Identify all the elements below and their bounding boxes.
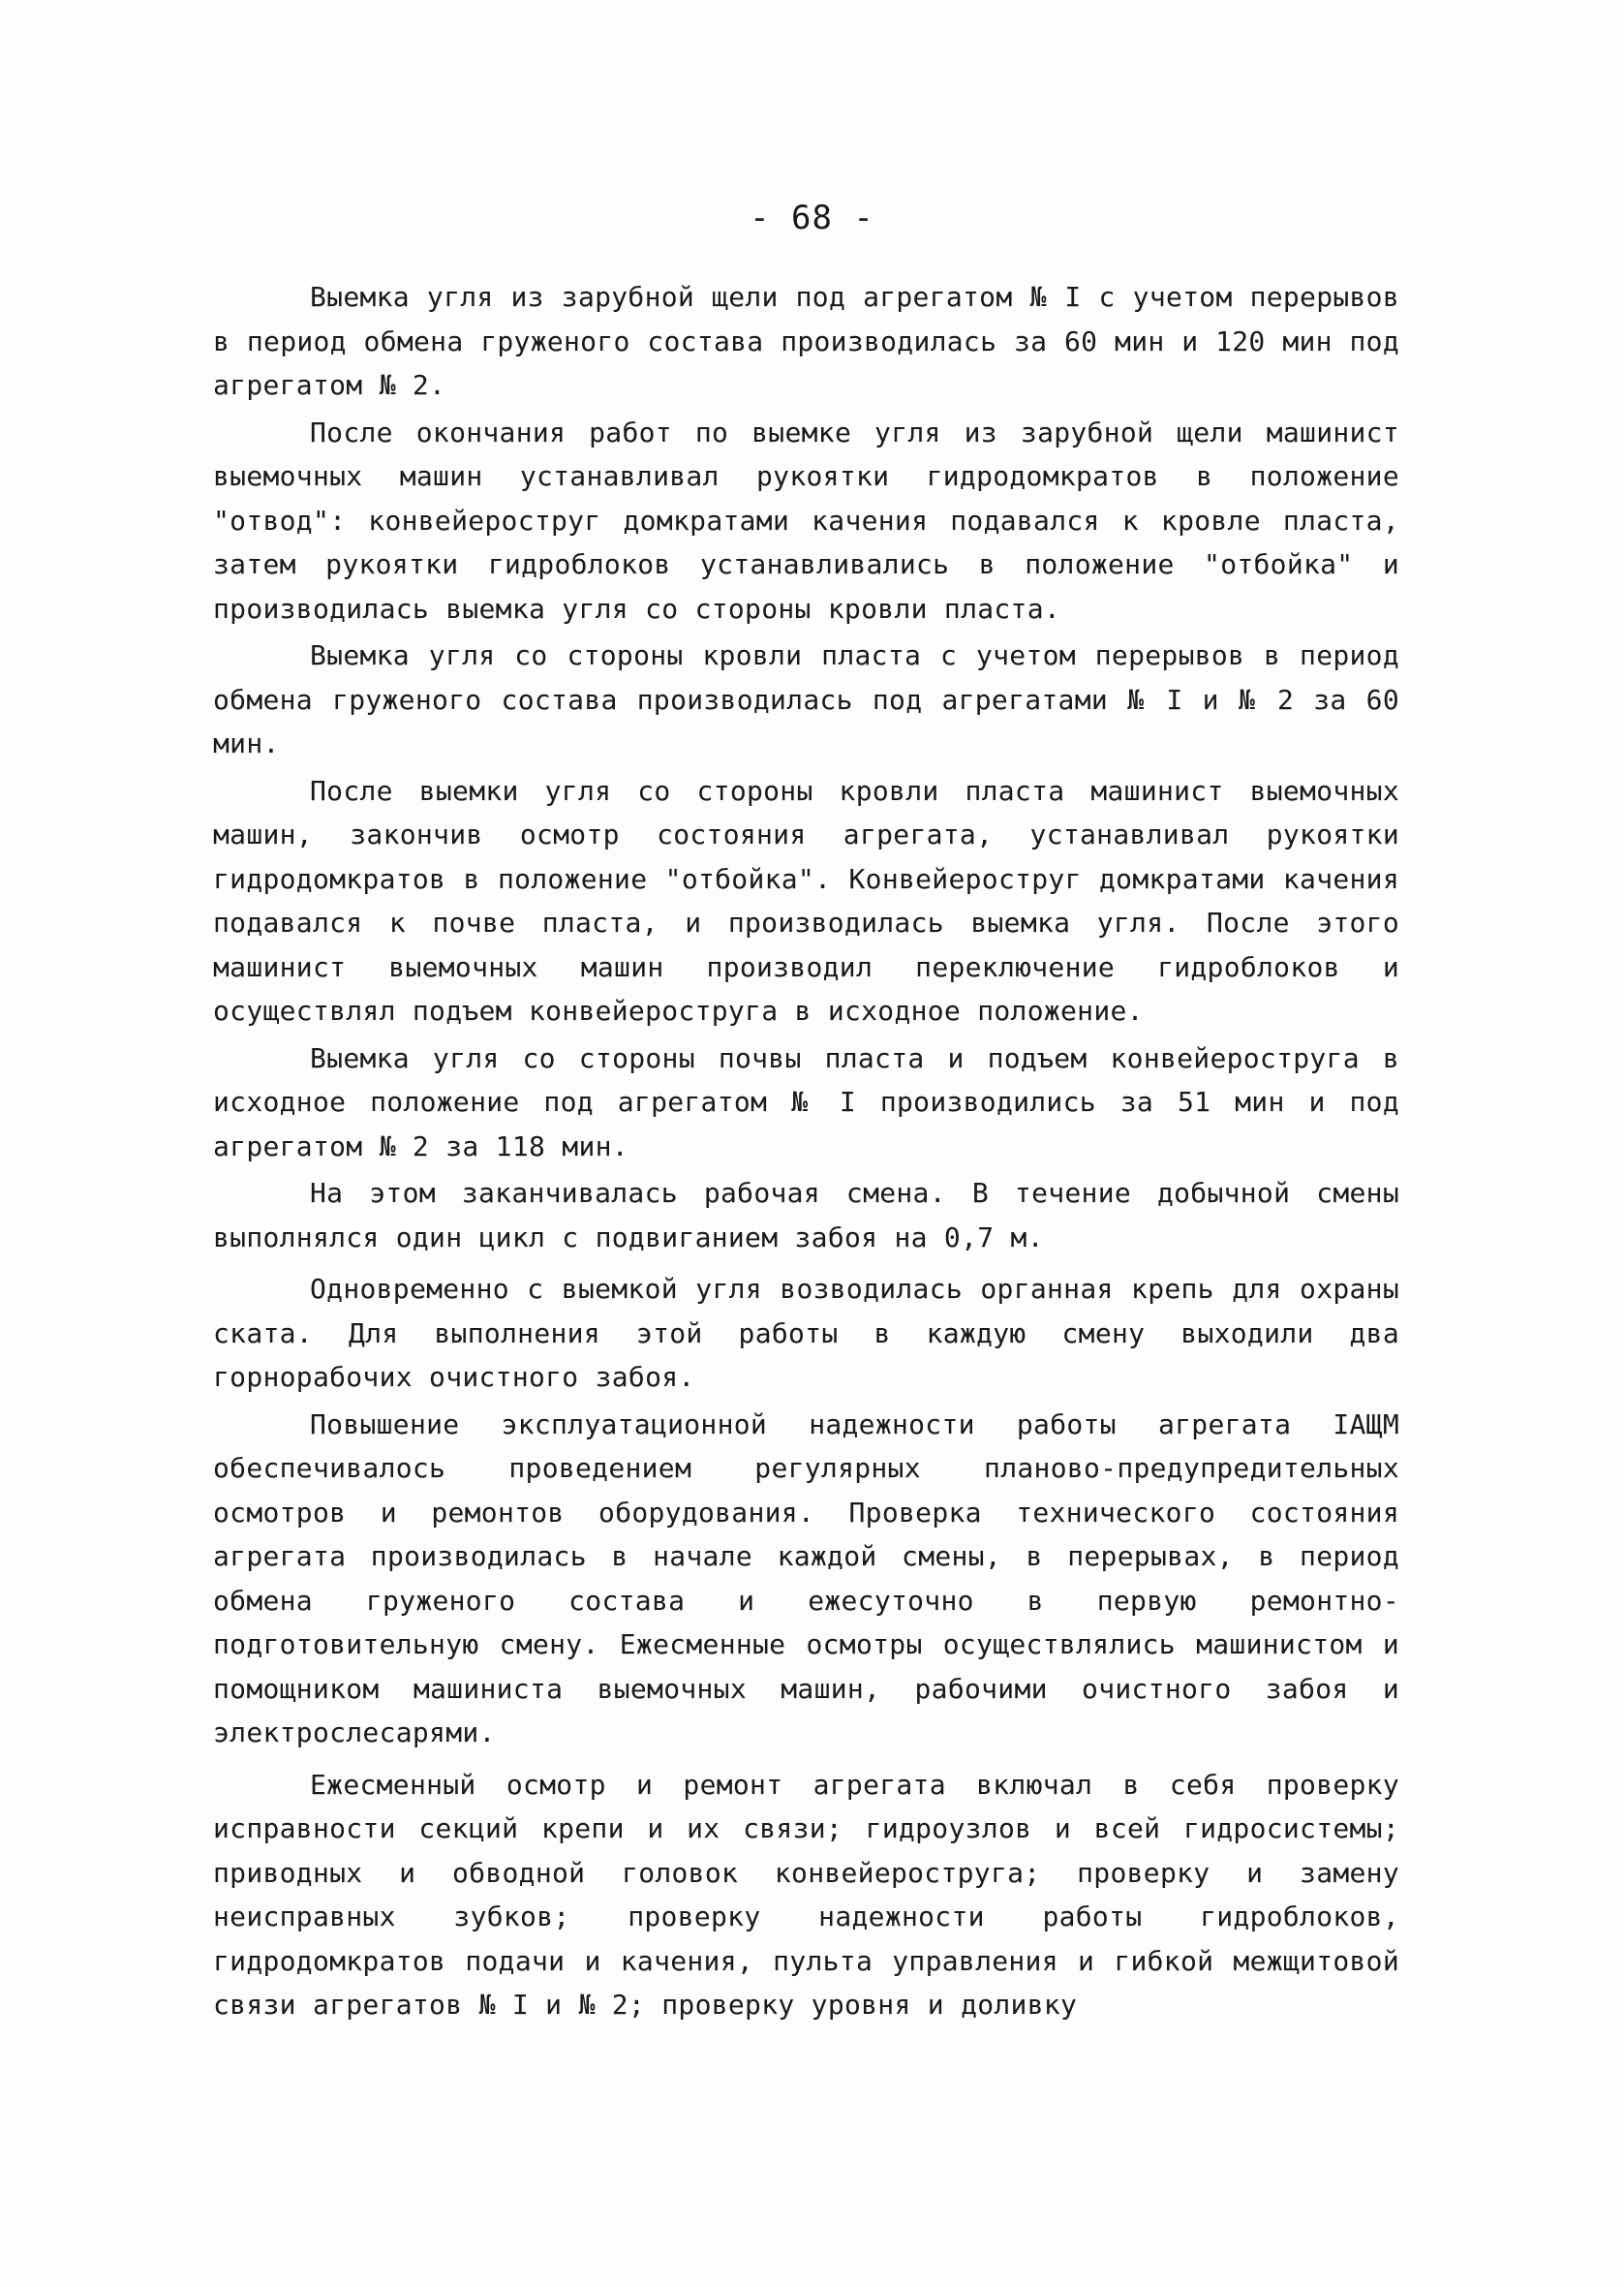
paragraph-7: Одновременно с выемкой угля возводилась органная крепь для охраны ската. Для выполнения этой работы в каждую смену выходили два горнорабочих очистного забоя. bbox=[213, 1273, 1399, 1393]
paragraph-9: Ежесменный осмотр и ремонт агрегата включал в себя проверку исправности секций крепи и их связи; гидроузлов и всей гидросистемы; приводных и обводной головок конвейероструга; проверку и замену неисправных зубков; проверку надежности работы гидроблоков, гидродомкратов подачи и качения, пульта управления и гибкой межщитовой связи агрегатов № I и № 2; проверку уровня и доливку bbox=[213, 1768, 1399, 2021]
paragraph-5: Выемка угля со стороны почвы пласта и подъем конвейероструга в исходное положение под агрегатом № I производились за 51 мин и под агрегатом № 2 за 118 мин. bbox=[213, 1041, 1399, 1162]
paragraph-1: Выемка угля из зарубной щели под агрегатом № I с учетом перерывов в период обмена груженого состава производилась за 60 мин и 120 мин под агрегатом № 2. bbox=[213, 281, 1399, 401]
paragraph-3: Выемка угля со стороны кровли пласта с учетом перерывов в период обмена груженого состава производилась под агрегатами № I и № 2 за 60 мин. bbox=[213, 639, 1399, 759]
page-number: - 68 - bbox=[750, 199, 874, 237]
paragraph-6: На этом заканчивалась рабочая смена. В течение добычной смены выполнялся один цикл с подвиганием забоя на 0,7 м. bbox=[213, 1177, 1399, 1253]
paragraph-2: После окончания работ по выемке угля из зарубной щели машинист выемочных машин устанавливал рукоятки гидродомкратов в положение "отвод": конвейероструг домкратами качения подавался к кровле пласта, затем рукоятки гидроблоков устанавливались в положение "отбойка" и производилась выемка угля со стороны кровли пласта. bbox=[213, 416, 1399, 625]
document-body bbox=[213, 275, 1399, 2030]
paragraph-8: Повышение эксплуатационной надежности работы агрегата IАЩМ обеспечивалось проведением регулярных планово-предупредительных осмотров и ремонтов оборудования. Проверка технического состояния агрегата производилась в начале каждой смены, в перерывах, в период обмена груженого состава и ежесуточно в первую ремонтно-подготовительную смену. Ежесменные осмотры осуществлялись машинистом и помощником машиниста выемочных машин, рабочими очистного забоя и электрослесарями. bbox=[213, 1407, 1399, 1748]
paragraph-4: После выемки угля со стороны кровли пласта машинист выемочных машин, закончив осмотр состояния агрегата, устанавливал рукоятки гидродомкратов в положение "отбойка". Конвейероструг домкратами качения подавался к почве пласта, и производилась выемка угля. После этого машинист выемочных машин производил переключение гидроблоков и осуществлял подъем конвейероструга в исходное положение. bbox=[213, 774, 1399, 1027]
